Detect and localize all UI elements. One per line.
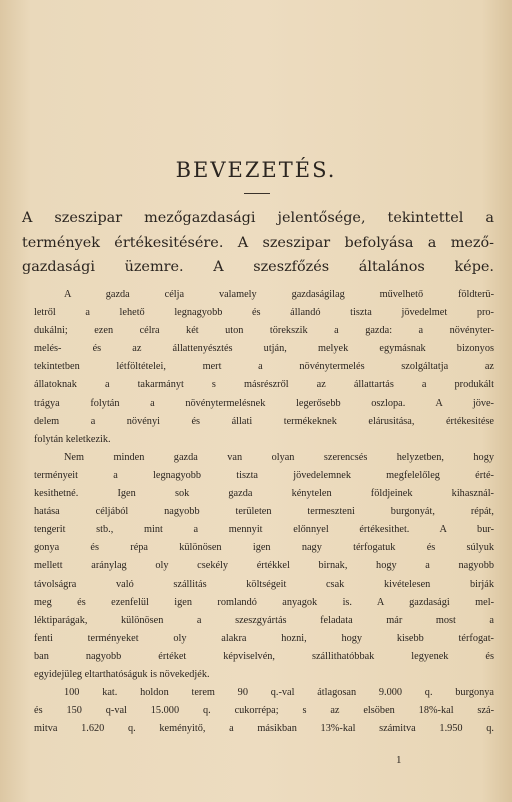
summary-line: A szeszipar mezőgazdasági jelentősége, tekintettel a [22,210,494,226]
summary-line: gazdasági üzemre. A szeszfőzés általános képe. [22,259,494,275]
text-line: melés- és az állattenyésztés utján, melyek egymásnak bizonyos [34,343,494,355]
body-text [34,286,494,738]
text-line: ban nagyobb értéket képviselvén, szállithatóbbak legyenek és [34,650,494,662]
text-line: tengerit stb., mint a mennyit előnnyel értékesithet. A bur- [34,524,494,536]
chapter-title: BEVEZETÉS. [175,158,337,182]
text-line: mitva 1.620 q. keményitő, a másikban 13%-kal számitva 1.950 q. [34,723,494,735]
text-line: delem a növényi és állati termékeknek elárusitása, értékesitése [34,415,494,427]
text-line: 100 kat. holdon terem 90 q.-val átlagosan 9.000 q. burgonya [64,687,494,699]
text-line: dukálni; ezen célra két uton törekszik a gazda: a növényter- [34,325,494,337]
page-number: 1 [396,754,402,766]
text-line: terményeit a legnagyobb tiszta jövedelemnek megfelelőleg érté- [34,469,494,481]
text-line: távolságra való szállitás költségeit csak kivételesen birják [34,578,494,590]
text-line: hatása céljából nagyobb területen termeszteni burgonyát, répát, [34,506,494,518]
text-line: A gazda célja valamely gazdaságilag művelhető földterü- [64,289,494,300]
title-rule [244,193,270,194]
text-line: meg és ezenfelül igen romlandó anyagok is. A gazdasági mel- [34,596,494,608]
text-line: Nem minden gazda van olyan szerencsés helyzetben, hogy [64,451,494,463]
text-line: tekintetben létföltételei, mert a növénytermelés szolgáltatja az [34,361,494,373]
text-line: letről a lehető legnagyobb és állandó tiszta jövedelmet pro- [34,307,494,319]
text-line: léktiparágak, különösen a szeszgyártás feladata már most a [34,614,494,626]
text-line: egyidejüleg eltarthatóságuk is növekedjék. [34,668,210,680]
text-line: fenti terményeket oly alakra hozni, hogy kisebb térfogat- [34,632,494,644]
text-line: mellett aránylag oly csekély értékkel birnak, hogy a nagyobb [34,560,494,572]
chapter-summary [22,206,494,280]
text-line: folytán keletkezik. [34,433,111,445]
text-line: gonya és répa különösen igen nagy térfogatuk és súlyuk [34,542,494,554]
text-line: állatoknak a takarmányt s másrészről az állattartás a produkált [34,379,494,391]
summary-line: termények értékesitésére. A szeszipar befolyása a mező- [22,234,494,251]
text-line: kesithetné. Igen sok gazda kénytelen földjeinek kihasznál- [34,488,494,500]
text-line: trágya folytán a növénytermelésnek legerősebb oszlopa. A jöve- [34,397,494,409]
text-line: és 150 q-val 15.000 q. cukorrépa; s az elsöben 18%-kal szá- [34,705,494,717]
